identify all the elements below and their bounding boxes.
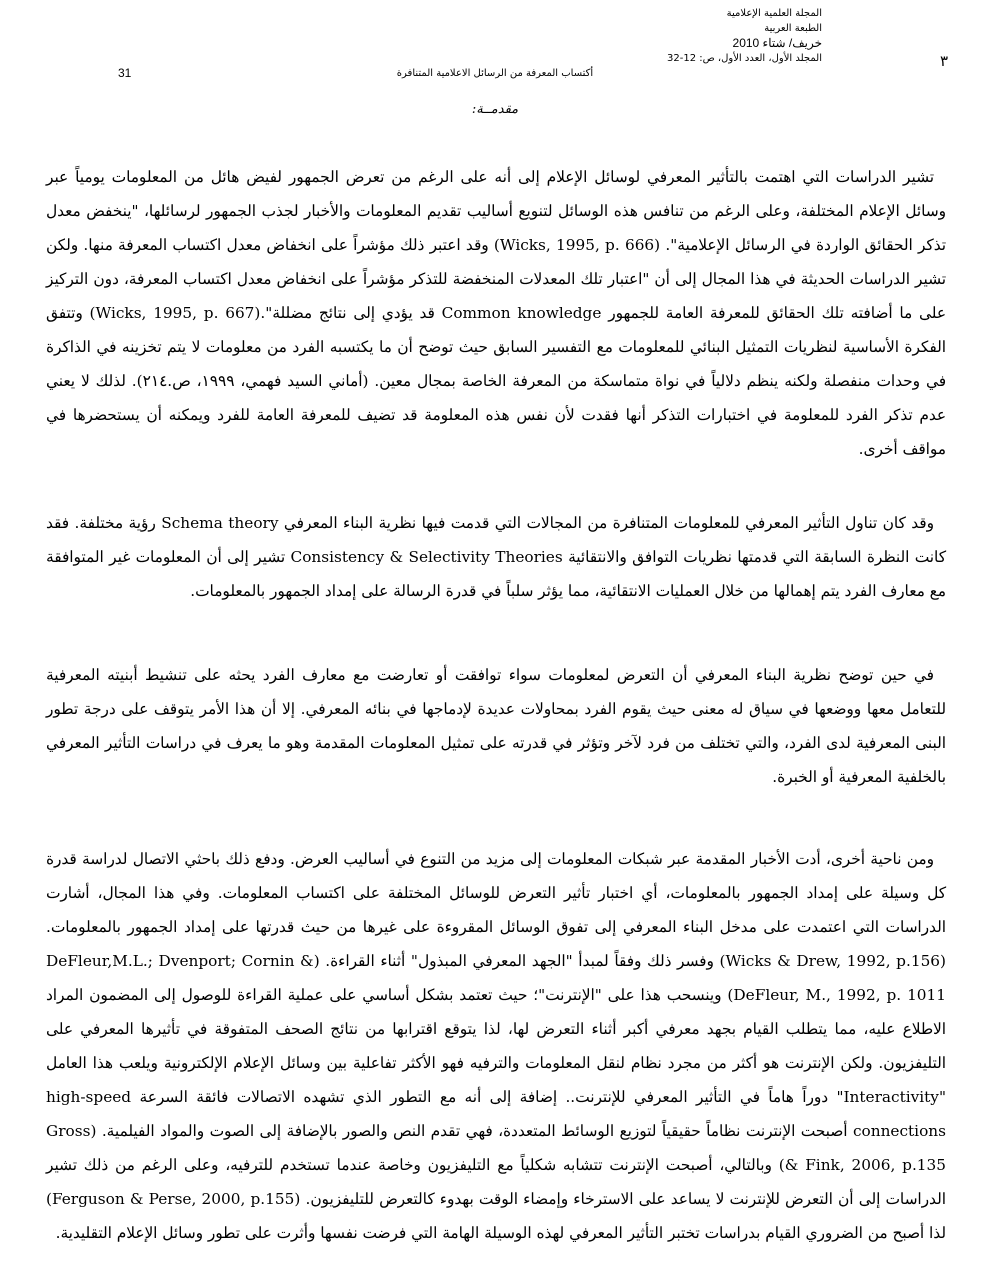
journal-volume: المجلد الأول، العدد الأول، ص: 12-32 [666, 53, 822, 64]
paragraph-4: ومن ناحية أخرى، أدت الأخبار المقدمة عبر شبكات المعلومات إلى مزيد من التنوع في أساليب العرض. ودفع ذلك باحثي الاتصال لدراسة قدرة كل وسيلة على إمداد الجمهور بالمعلومات، أي اختبار تأثير التعرض للوسائل المختلفة على اكتساب المعلومات. وفي هذا المجال، أشارت الدراسات التي اعتمدت على مدخل البناء المعرفي إلى تفوق الوسائل المقروءة على غيرها من حيث قدرتها على إمداد الجمهور بالمعلومات. (Wicks & Drew, 1992, p.156) وفسر ذلك وفقاً لمبدأ "الجهد المعرفي المبذول" أثناء القراءة. (DeFleur,M.L.; Dvenport; Cornin & DeFleur, M., 1992, p. 1011) وينسحب هذا على "الإنترنت"؛ حيث تعتمد بشكل أساسي على عملية القراءة للوصول إلى المضمون المراد الاطلاع عليه، مما يتطلب القيام بجهد معرفي أكبر أثناء التعرض لها، لذا يتوقع اقترابها من نتائج الصحف المتفوقة في تأثيرها المعرفي على التليفزيون. ولكن الإنترنت هو أكثر من مجرد نظام لنقل المعلومات والترفيه فهو الأكثر تفاعلية بين وسائل الإعلام الإلكترونية ويلعب هذا العامل "Interactivity" دوراً هاماً في التأثير المعرفي للإنترنت.. إضافة إلى أنه مع التطور الذي تشهده الاتصالات فائقة السرعة high-speed connections أصبحت الإنترنت نظاماً حقيقياً لتوزيع الوسائط المتعددة، فهي تقدم النص والصور بالإضافة إلى الصوت والمواد الفيلمية. (Gross & Fink, 2006, p.135) وبالتالي، أصبحت الإنترنت تتشابه شكلياً مع التليفزيون وخاصة عندما تستخدم للترفيه، وعلى الرغم من ذلك تشير الدراسات إلى أن التعرض للإنترنت لا يساعد على الاسترخاء وإمضاء الوقت بهدوء كالتعرض للتليفزيون. (Ferguson & Perse, 2000, p.155) لذا أصبح من الضروري القيام بدراسات تختبر التأثير المعرفي لهذه الوسيلة الهامة التي فرضت نفسها وأثرت على تطور وسائل الإعلام التقليدية. [46, 850, 947, 1242]
journal-info [632, 6, 822, 66]
paragraph-1: تشير الدراسات التي اهتمت بالتأثير المعرفي لوسائل الإعلام إلى أنه على الرغم من تعرض الجمهور لفيض هائل من المعلومات يومياً عبر وسائل الإعلام المختلفة، وعلى الرغم من تنافس هذه الوسائل لتنويع أساليب تقديم المعلومات والأخبار لجذب الجمهور لرسائلها، "ينخفض معدل تذكر الحقائق الواردة في الرسائل الإعلامية". (Wicks, 1995, p. 666) وقد اعتبر ذلك مؤشراً على انخفاض معدل اكتساب المعرفة منها. ولكن تشير الدراسات الحديثة في هذا المجال إلى أن "اعتبار تلك المعدلات المنخفضة للتذكر مؤشراً على انخفاض معدل اكتساب المعرفة، دون التركيز على ما أضافته تلك الحقائق للمعرفة العامة للجمهور Common knowledge قد يؤدي إلى نتائج مضللة".(Wicks, 1995, p. 667) وتتفق الفكرة الأساسية لنظريات التمثيل البنائي للمعلومات مع التفسير السابق حيث توضح أن ما يكتسبه الفرد من معلومات لا يتم تخزينه في الذاكرة في وحدات منفصلة ولكنه ينظم دلالياً في نواة متماسكة من المعرفة الخاصة بمجال معين. (أماني السيد فهمي، ١٩٩٩، ص.٢١٤). لذلك لا يعني عدم تذكر الفرد للمعلومة في اختبارات التذكر أنها فقدت لأن نفس هذه المعلومة قد تضيف للمعرفة العامة للفرد ويمكنه أن يستحضرها في مواقف أخرى. [46, 168, 947, 458]
page-number-arabic: ٣ [939, 52, 948, 70]
paragraph-2: وقد كان تناول التأثير المعرفي للمعلومات المتنافرة من المجالات التي قدمت فيها نظرية البناء المعرفي Schema theory رؤية مختلفة. فقد كانت النظرة السابقة التي قدمتها نظريات التوافق والانتقائية Consistency & Selectivity Theories تشير إلى أن المعلومات غير المتوافقة مع معارف الفرد يتم إهمالها من خلال العمليات الانتقائية، مما يؤثر سلباً في قدرة الرسالة على إمداد الجمهور بالمعلومات. [46, 514, 946, 600]
article-body [46, 160, 946, 1250]
journal-season: خريف/ شتاء 2010 [732, 36, 822, 50]
section-heading: مقدمــة: [471, 102, 519, 117]
page-number: 31 [118, 66, 132, 80]
journal-edition: الطبعة العربية [764, 23, 822, 34]
running-head: أكتساب المعرفة من الرسائل الاعلامية المتنافرة [396, 68, 594, 79]
paragraph-3: في حين توضح نظرية البناء المعرفي أن التعرض لمعلومات سواء توافقت أو تعارضت مع معارف الفرد يحثه على تنشيط أبنيته المعرفية للتعامل معها ووضعها في سياق له معنى حيث يقوم الفرد بمحاولات عديدة لإدماجها في بنائه المعرفي. إلا أن هذا الأمر يتوقف على درجة تطور البنى المعرفية لدى الفرد، والتي تختلف من فرد لآخر وتؤثر في قدرته على تمثيل المعلومات المقدمة وهو ما يعرف في دراسات التأثير المعرفي بالخلفية المعرفية أو الخبرة. [46, 666, 946, 786]
journal-name: المجلة العلمية الإعلامية [726, 8, 822, 19]
